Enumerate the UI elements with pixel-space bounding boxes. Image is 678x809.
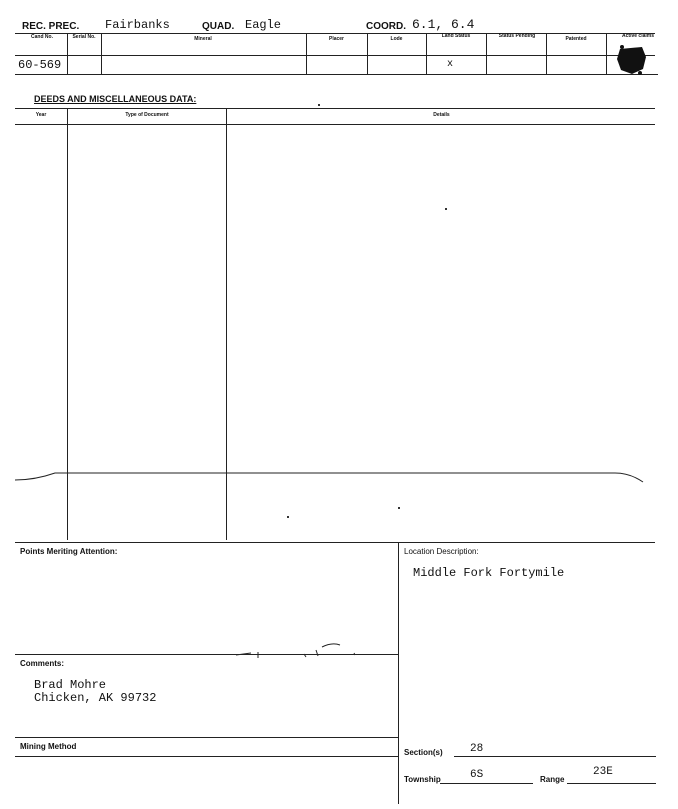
quad-label: QUAD.	[202, 21, 235, 32]
mining-method-label: Mining Method	[20, 742, 77, 751]
township-underline	[440, 783, 533, 784]
scan-speck	[398, 507, 400, 509]
range-label: Range	[540, 775, 565, 784]
claim-col-divider	[426, 33, 427, 74]
mining-method-bottom-rule	[15, 756, 398, 757]
claim-col-divider	[486, 33, 487, 74]
claim-col-divider	[101, 33, 102, 74]
scan-speck	[445, 208, 447, 210]
location-description-value: Middle Fork Fortymile	[413, 566, 565, 580]
deeds-col-year: Year	[35, 112, 47, 118]
row-land-status: x	[447, 59, 454, 70]
coord-value: 6.1, 6.4	[412, 17, 475, 32]
points-meriting-attention-label: Points Meriting Attention:	[20, 547, 118, 556]
comments-line-1: Brad Mohre	[34, 678, 107, 692]
header-lode: Lode	[390, 36, 403, 42]
row-cand-no: 60-569	[18, 58, 62, 72]
scan-speck	[287, 516, 289, 518]
claim-col-divider	[546, 33, 547, 74]
section-underline	[454, 756, 656, 757]
header-serial-no: Serial No.	[72, 34, 96, 40]
header-status-pending: Status Pending	[498, 33, 536, 39]
claim-col-divider	[306, 33, 307, 74]
comments-line-2: Chicken, AK 99732	[34, 691, 157, 705]
section-label: Section(s)	[404, 748, 443, 757]
lower-col-divider	[398, 542, 399, 804]
deeds-col-details: Details	[433, 112, 450, 118]
quad-value: Eagle	[245, 18, 282, 32]
page-fold-line	[15, 464, 660, 492]
header-cand-no: Cand No.	[31, 34, 53, 40]
rec-prec-value: Fairbanks	[105, 18, 170, 32]
coord-label: COORD.	[366, 21, 406, 32]
claim-table-header-rule	[15, 55, 655, 56]
deeds-header-rule	[15, 124, 655, 125]
claim-table-top-rule	[15, 33, 655, 34]
range-underline	[567, 783, 656, 784]
claim-col-divider	[67, 33, 68, 74]
township-value: 6S	[470, 769, 484, 781]
header-mineral: Mineral	[194, 36, 212, 42]
ink-blot-mark	[612, 43, 652, 79]
location-description-label: Location Description:	[404, 547, 479, 556]
deeds-section-title: DEEDS AND MISCELLANEOUS DATA:	[34, 94, 197, 104]
stray-pen-mark	[236, 640, 366, 662]
claim-col-divider	[367, 33, 368, 74]
claim-col-divider	[606, 33, 607, 74]
comments-label: Comments:	[20, 659, 65, 668]
comments-top-rule	[15, 654, 398, 655]
claim-table-bottom-rule	[15, 74, 658, 75]
mining-method-top-rule	[15, 737, 398, 738]
range-value: 23E	[593, 766, 613, 778]
header-land-status: Land Status	[441, 33, 471, 39]
deeds-col-type: Type of Document	[125, 112, 169, 118]
deeds-top-rule	[15, 108, 655, 109]
header-active-claims: Active claims	[622, 33, 654, 39]
header-patented: Patented	[565, 36, 587, 42]
section-value: 28	[470, 743, 484, 755]
rec-prec-label: REC. PREC.	[22, 21, 80, 32]
header-placer: Placer	[328, 36, 344, 42]
township-label: Township	[404, 775, 441, 784]
lower-top-rule	[15, 542, 655, 543]
scan-speck	[318, 104, 320, 106]
